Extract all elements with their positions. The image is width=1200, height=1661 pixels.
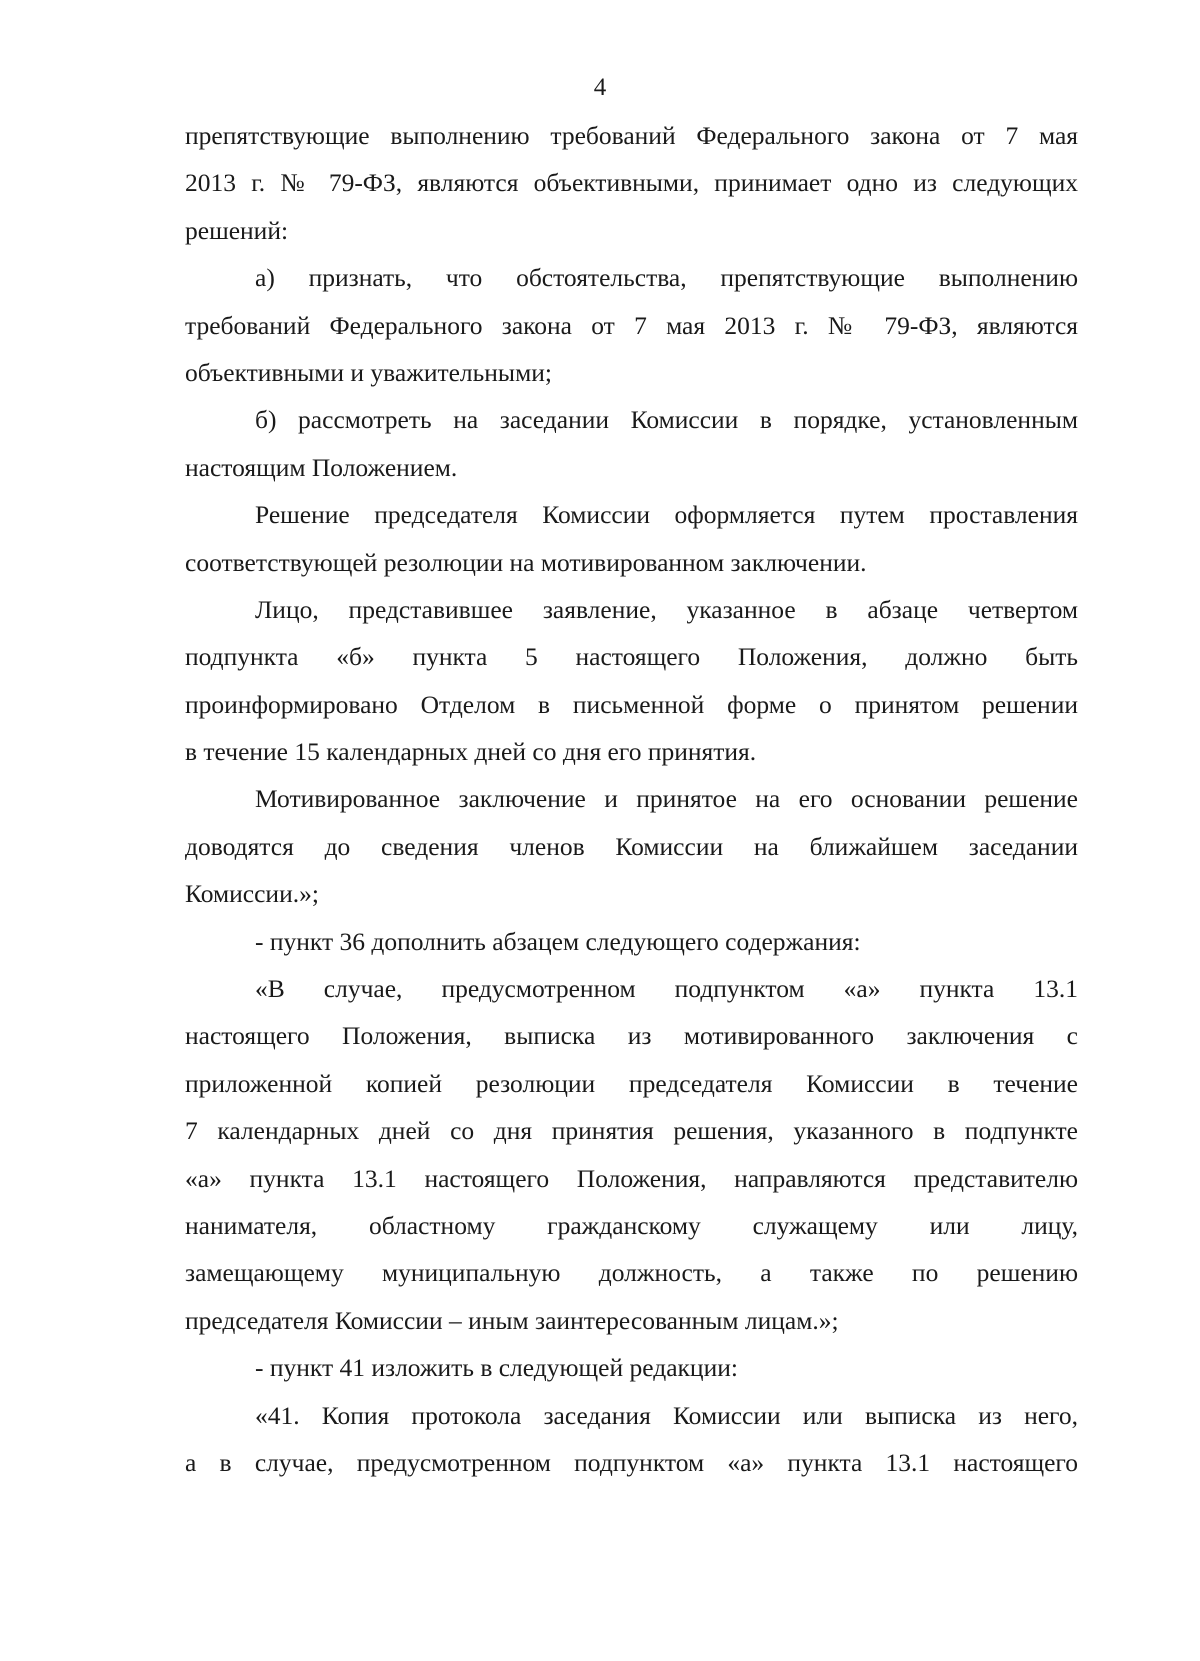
text-line: соответствующей резолюции на мотивированном заключении. xyxy=(185,547,867,577)
text-line: в течение 15 календарных дней со дня его принятия. xyxy=(185,737,757,767)
text-line: председателя Комиссии – иным заинтересованным лицам.»; xyxy=(185,1305,839,1335)
text-line: требований Федерального закона от 7 мая 2013 г. № 79-ФЗ, являются xyxy=(185,310,1078,340)
page-number: 4 xyxy=(593,74,607,101)
text-line: Лицо, представившее заявление, указанное в абзаце четвертом xyxy=(255,594,1078,624)
text-line: Решение председателя Комиссии оформляется путем проставления xyxy=(255,500,1078,530)
text-line: «В случае, предусмотренном подпунктом «а» пункта 13.1 xyxy=(255,974,1078,1004)
text-line: замещающему муниципальную должность, а также по решению xyxy=(185,1258,1078,1288)
text-line: приложенной копией резолюции председателя Комиссии в течение xyxy=(185,1068,1078,1098)
text-line: а) признать, что обстоятельства, препятствующие выполнению xyxy=(255,263,1078,293)
document-body xyxy=(185,112,1078,1486)
text-line: Мотивированное заключение и принятое на его основании решение xyxy=(255,784,1078,814)
text-line: 7 календарных дней со дня принятия решения, указанного в подпункте xyxy=(185,1116,1078,1146)
text-line: препятствующие выполнению требований Федерального закона от 7 мая xyxy=(185,121,1078,150)
text-line: - пункт 41 изложить в следующей редакции: xyxy=(255,1353,738,1383)
text-line: «41. Копия протокола заседания Комиссии или выписка из него, xyxy=(255,1400,1078,1430)
text-line: б) рассмотреть на заседании Комиссии в порядке, установленным xyxy=(255,405,1078,435)
text-line: настоящего Положения, выписка из мотивированного заключения с xyxy=(185,1021,1078,1051)
text-line: 2013 г. № 79-ФЗ, являются объективными, принимает одно из следующих xyxy=(185,168,1078,198)
text-line: настоящим Положением. xyxy=(185,452,458,482)
text-line: - пункт 36 дополнить абзацем следующего содержания: xyxy=(255,926,861,956)
text-line: Комиссии.»; xyxy=(185,879,319,909)
text-line: объективными и уважительными; xyxy=(185,357,552,387)
text-line: а в случае, предусмотренном подпунктом «а» пункта 13.1 настоящего xyxy=(185,1447,1078,1477)
text-line: нанимателя, областному гражданскому служащему или лицу, xyxy=(185,1210,1078,1240)
text-line: доводятся до сведения членов Комиссии на ближайшем заседании xyxy=(185,831,1078,861)
text-line: проинформировано Отделом в письменной форме о принятом решении xyxy=(185,689,1078,719)
text-line: «а» пункта 13.1 настоящего Положения, направляются представителю xyxy=(185,1163,1078,1193)
text-line: подпункта «б» пункта 5 настоящего Положения, должно быть xyxy=(185,642,1078,672)
text-line: решений: xyxy=(185,215,289,245)
